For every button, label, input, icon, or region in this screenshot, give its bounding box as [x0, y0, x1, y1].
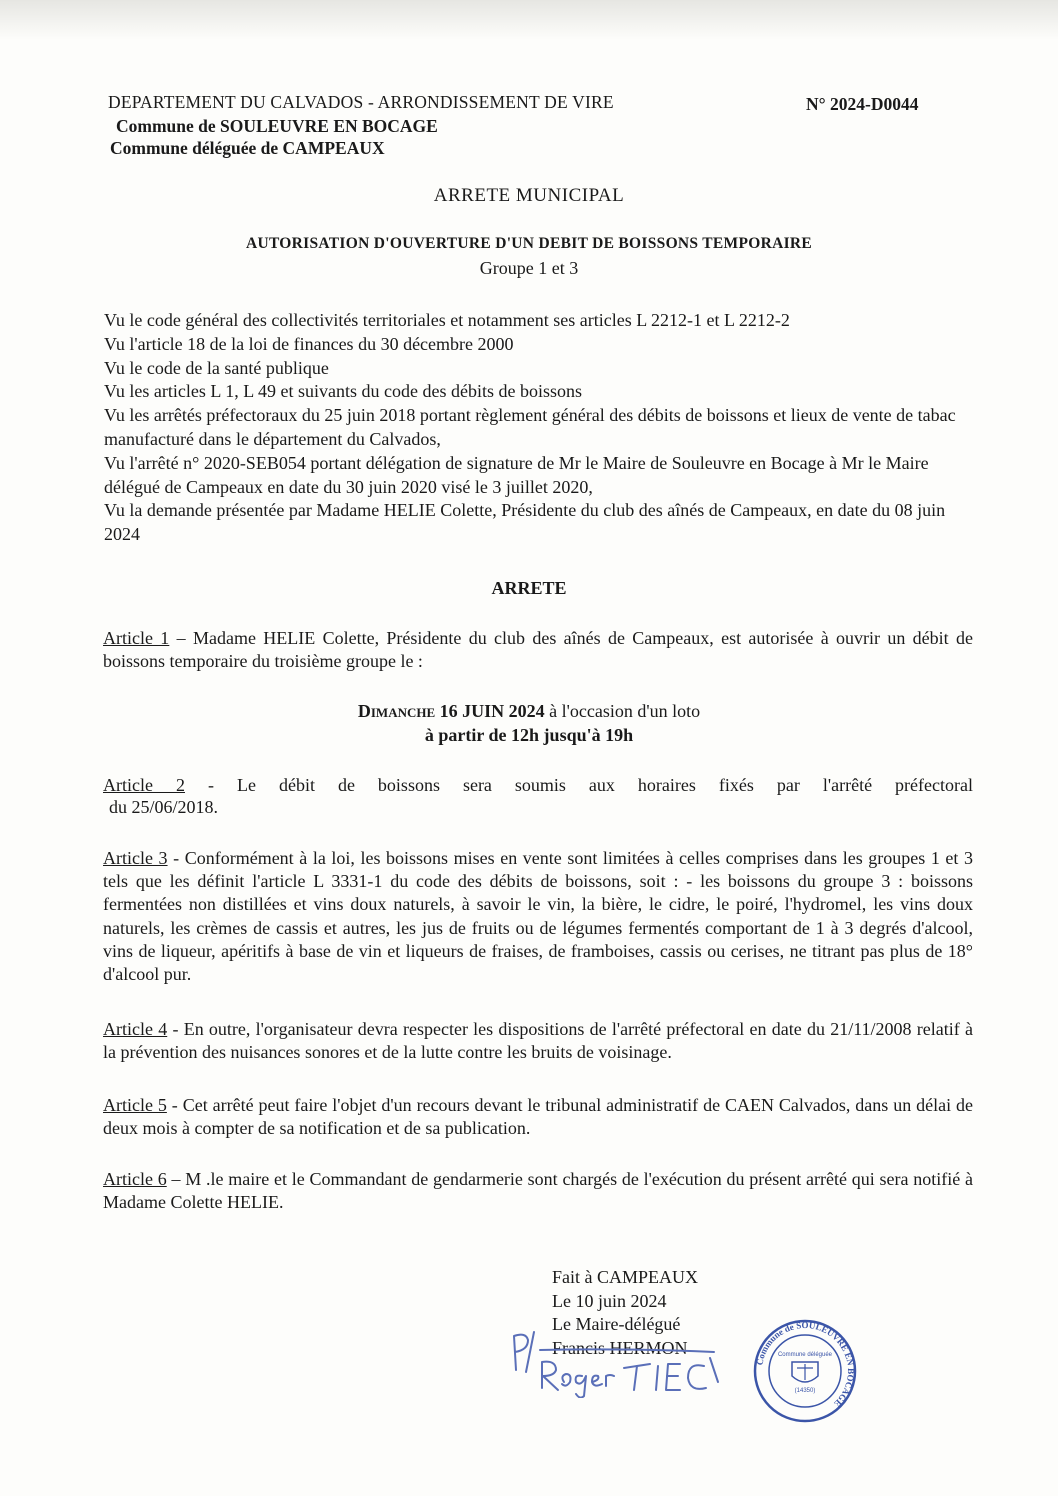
article-1	[103, 627, 973, 673]
stamp-code: (14350)	[794, 1388, 816, 1394]
header-commune-deleguee: Commune déléguée de CAMPEAUX	[110, 138, 385, 158]
consideration-item: Vu la demande présentée par Madame HELIE Colette, Présidente du club des aînés de Campeaux, en date du 08 juin 2024	[104, 500, 946, 545]
consideration-item: Vu l'arrêté n° 2020-SEB054 portant délégation de signature de Mr le Maire de Souleuvre en Bocage à Mr le Maire délégué de Campeaux en date du 30 juin 2020 visé le 3 juillet 2020,	[104, 452, 929, 497]
article-4	[103, 1018, 973, 1064]
stamp-inner-text: Commune déléguée	[777, 1352, 833, 1358]
event-date-line	[0, 701, 1058, 722]
article-text: – Madame HELIE Colette, Présidente du club des aînés de Campeaux, est autorisée à ouvrir un débit de boissons temporaire du troisième groupe le :	[103, 628, 973, 672]
signature-place: Fait à CAMPEAUX	[552, 1267, 699, 1287]
article-text: - Le débit de boissons sera soumis aux horaires fixés par l'arrêté préfectoral	[184, 775, 973, 795]
article-label: Article 1	[103, 628, 170, 648]
header-department: DEPARTEMENT DU CALVADOS - ARRONDISSEMENT DE VIRE	[108, 92, 614, 112]
considerations-list	[104, 309, 984, 547]
event-occasion: à l'occasion d'un loto	[544, 701, 701, 721]
header-commune: Commune de SOULEUVRE EN BOCAGE	[116, 116, 438, 136]
document-subtitle: AUTORISATION D'OUVERTURE D'UN DEBIT DE BOISSONS TEMPORAIRE	[245, 235, 813, 252]
article-6	[103, 1168, 973, 1214]
scan-fold-shadow	[0, 0, 1058, 40]
consideration-item: Vu les articles L 1, L 49 et suivants du code des débits de boissons	[104, 381, 583, 402]
article-text: - Conformément à la loi, les boissons mises en vente sont limitées à celles comprises dans les groupes 1 et 3 tels que les définit l'article L 3331-1 du code des débits de boissons, soit : - les boissons du groupe 3 : boissons fermentées non distillées et vins doux naturels, à savoir le vin, la bière, le cidre, le poiré, l'hydromel, les vins doux naturels, les crèmes de cassis et autres, les jus de fruits ou de légumes fermentés comportant de 1 à 3 degrés d'alcool, vins de liqueur, apéritifs à base de vin et liqueurs de fraises, de framboises, cassis ou cerises, ne titrant pas plus de 18° d'alcool pur.	[103, 848, 974, 985]
article-text: – M .le maire et le Commandant de gendarmerie sont chargés de l'exécution du présent arrêté qui sera notifié à Madame Colette HELIE.	[103, 1169, 973, 1213]
article-label: Article 3	[103, 848, 168, 868]
article-label: Article 2	[103, 775, 185, 795]
municipal-stamp	[752, 1318, 858, 1424]
consideration-item: Vu l'article 18 de la loi de finances du 30 décembre 2000	[104, 333, 514, 354]
decree-number: N° 2024-D0044	[806, 94, 919, 114]
article-label: Article 4	[103, 1019, 168, 1039]
document-title: ARRETE MUNICIPAL	[433, 185, 625, 206]
article-5	[103, 1094, 973, 1140]
signature-role: Le Maire-délégué	[552, 1314, 681, 1335]
article-2-continuation: du 25/06/2018.	[109, 797, 219, 817]
article-text: - En outre, l'organisateur devra respecter les dispositions de l'arrêté préfectoral en date du 21/11/2008 relatif à la prévention des nuisances sonores et de la lutte contre les bruits de voisinage.	[103, 1019, 973, 1063]
consideration-item: Vu les arrêtés préfectoraux du 25 juin 2018 portant règlement général des débits de boissons et lieux de vente de tabac manufacturé dans le département du Calvados,	[104, 405, 956, 449]
article-2	[103, 774, 973, 797]
signature-date: Le 10 juin 2024	[552, 1290, 667, 1311]
arrete-heading: ARRETE	[491, 578, 567, 598]
consideration-item: Vu le code de la santé publique	[104, 357, 329, 378]
stamp-ring-text: Commune de SOULEUVRE EN BOCAGE	[754, 1319, 857, 1409]
event-time-line: à partir de 12h jusqu'à 19h	[424, 725, 634, 745]
signature-name: Francis HERMON	[552, 1337, 688, 1358]
article-label: Article 6	[103, 1169, 167, 1189]
document-group: Groupe 1 et 3	[479, 258, 579, 278]
article-text: - Cet arrêté peut faire l'objet d'un recours devant le tribunal administratif de CAEN Calvados, dans un délai de deux mois à compter de sa notification et de sa publication.	[103, 1095, 973, 1139]
consideration-item: Vu le code général des collectivités territoriales et notamment ses articles L 2212-1 et L 2212-2	[104, 310, 790, 330]
event-date: Dimanche 16 JUIN 2024	[357, 701, 545, 721]
article-label: Article 5	[103, 1095, 167, 1115]
article-3	[103, 847, 973, 986]
handwritten-signature	[500, 1318, 740, 1398]
